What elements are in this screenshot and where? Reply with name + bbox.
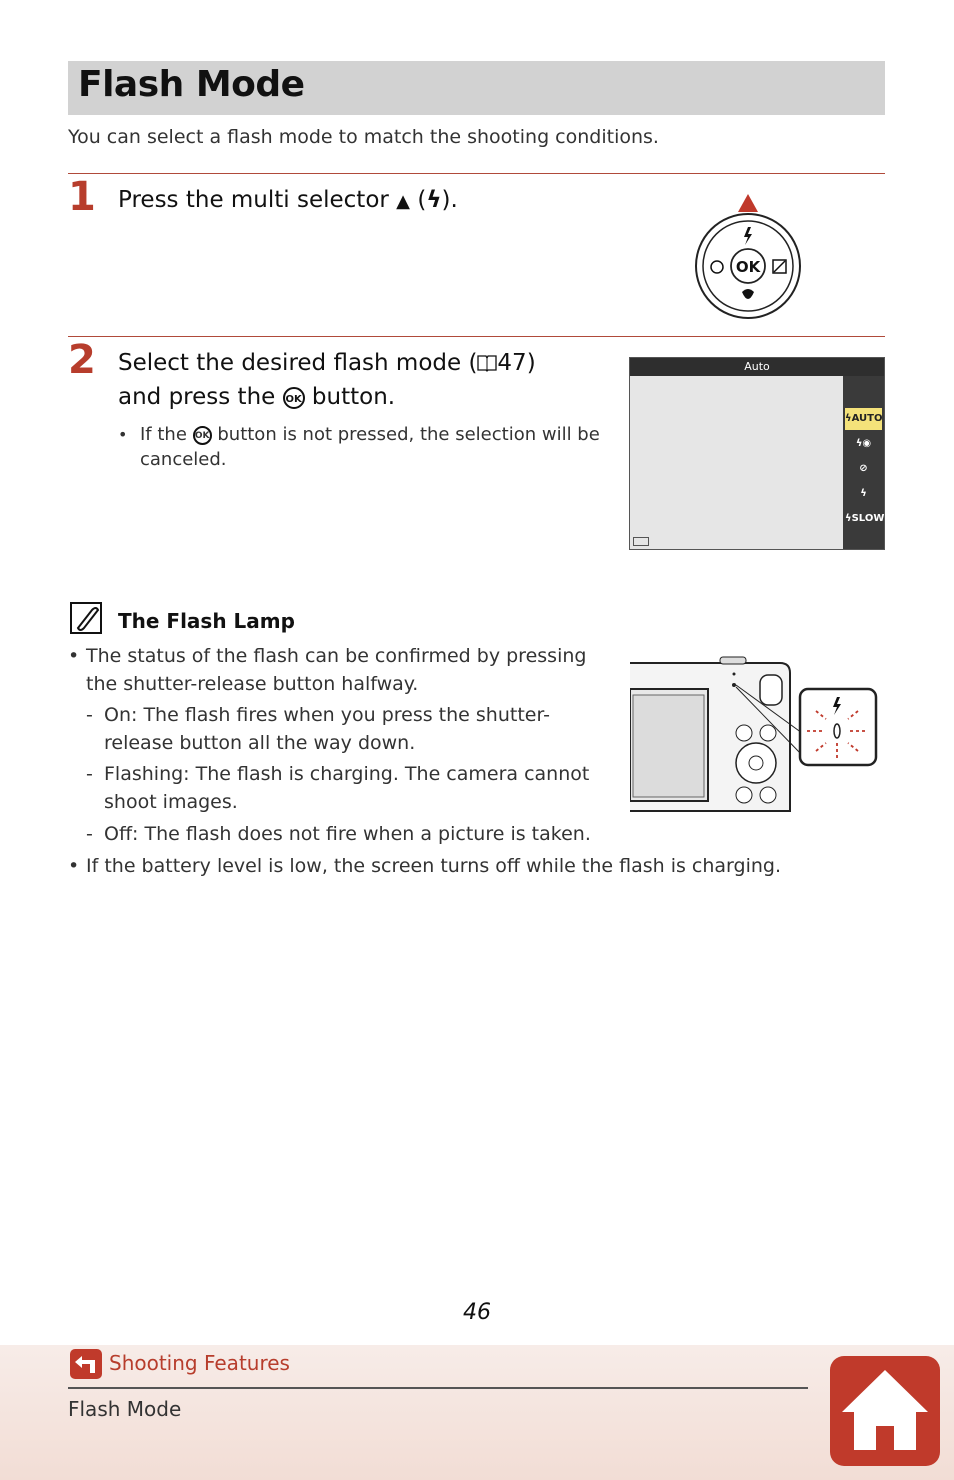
step2-divider xyxy=(68,336,885,337)
note-title: The Flash Lamp xyxy=(118,609,295,633)
step2-line1-close: ) xyxy=(526,350,536,376)
home-button[interactable] xyxy=(830,1356,940,1466)
step2-line1 xyxy=(118,346,618,380)
flash-icon: ϟ xyxy=(426,187,442,213)
note-bullet1-marker: • xyxy=(68,645,80,667)
footer-divider xyxy=(68,1387,808,1389)
page-title: Flash Mode xyxy=(78,64,305,105)
flash-mode-off[interactable]: ⊘ xyxy=(859,463,868,474)
note-icon xyxy=(70,602,102,634)
selector-up-arrow-icon xyxy=(738,194,758,212)
note-bullet2: If the battery level is low, the screen turns off while the flash is charging. xyxy=(86,855,782,877)
note-sub-on: On: The flash fires when you press the shutter-release button all the way down. xyxy=(104,704,550,754)
home-icon xyxy=(830,1356,940,1466)
footer-page-name: Flash Mode xyxy=(68,1397,182,1421)
camera-back-illustration xyxy=(630,655,880,815)
note-bullet2-marker: • xyxy=(68,855,80,877)
step1-text-before: Press the multi selector xyxy=(118,187,397,213)
selector-ok-label: OK xyxy=(735,258,761,276)
step2-instruction xyxy=(118,346,618,414)
section-link[interactable]: Shooting Features xyxy=(109,1351,290,1375)
battery-icon xyxy=(633,537,649,546)
sub-dash: - xyxy=(86,823,93,845)
step1-divider xyxy=(68,173,885,174)
sub-dash: - xyxy=(86,704,93,726)
page-number: 46 xyxy=(463,1300,491,1325)
up-arrow-icon: ▲ xyxy=(396,191,411,212)
step2-line2-end: button. xyxy=(304,384,396,410)
ok-button-icon: OK xyxy=(283,387,305,409)
note-sub-off: Off: The flash does not fire when a picture is taken. xyxy=(104,823,591,845)
camera-screen xyxy=(629,357,885,550)
step1-close: ). xyxy=(441,187,458,213)
step1-instruction xyxy=(118,183,458,219)
step1-text-after: ( xyxy=(410,187,427,213)
note-sub-flashing: Flashing: The flash is charging. The camera cannot shoot images. xyxy=(104,763,590,813)
step2-line1-text: Select the desired flash mode ( xyxy=(118,350,478,376)
step1-number: 1 xyxy=(68,174,96,220)
flash-mode-menu xyxy=(843,376,884,549)
step2-bullet xyxy=(140,422,605,472)
step2-bullet-text: If the xyxy=(140,424,193,445)
ok-button-small-icon: OK xyxy=(193,426,212,445)
flash-mode-red-eye[interactable]: ϟ◉ xyxy=(855,438,872,449)
screen-mode-label: Auto xyxy=(630,358,884,376)
bullet-marker: • xyxy=(118,425,128,444)
flash-mode-auto[interactable]: ϟAUTO xyxy=(845,408,882,430)
flash-mode-fill[interactable]: ϟ xyxy=(860,488,867,499)
multi-selector-illustration xyxy=(690,190,805,322)
sub-dash: - xyxy=(86,763,93,785)
step2-number: 2 xyxy=(68,337,96,383)
intro-text: You can select a flash mode to match the shooting conditions. xyxy=(68,126,659,148)
flash-mode-slow-sync[interactable]: ϟSLOW xyxy=(845,513,885,524)
book-icon xyxy=(477,354,497,372)
step2-bullet-end: button is not pressed, the selection will be canceled. xyxy=(140,424,600,470)
note-bullet1: The status of the flash can be confirmed by pressing the shutter-release button halfway. xyxy=(86,645,587,695)
step2-line2 xyxy=(118,380,618,414)
return-icon[interactable] xyxy=(70,1349,102,1379)
page-reference[interactable]: 47 xyxy=(497,350,527,376)
step2-line2-text: and press the xyxy=(118,384,283,410)
